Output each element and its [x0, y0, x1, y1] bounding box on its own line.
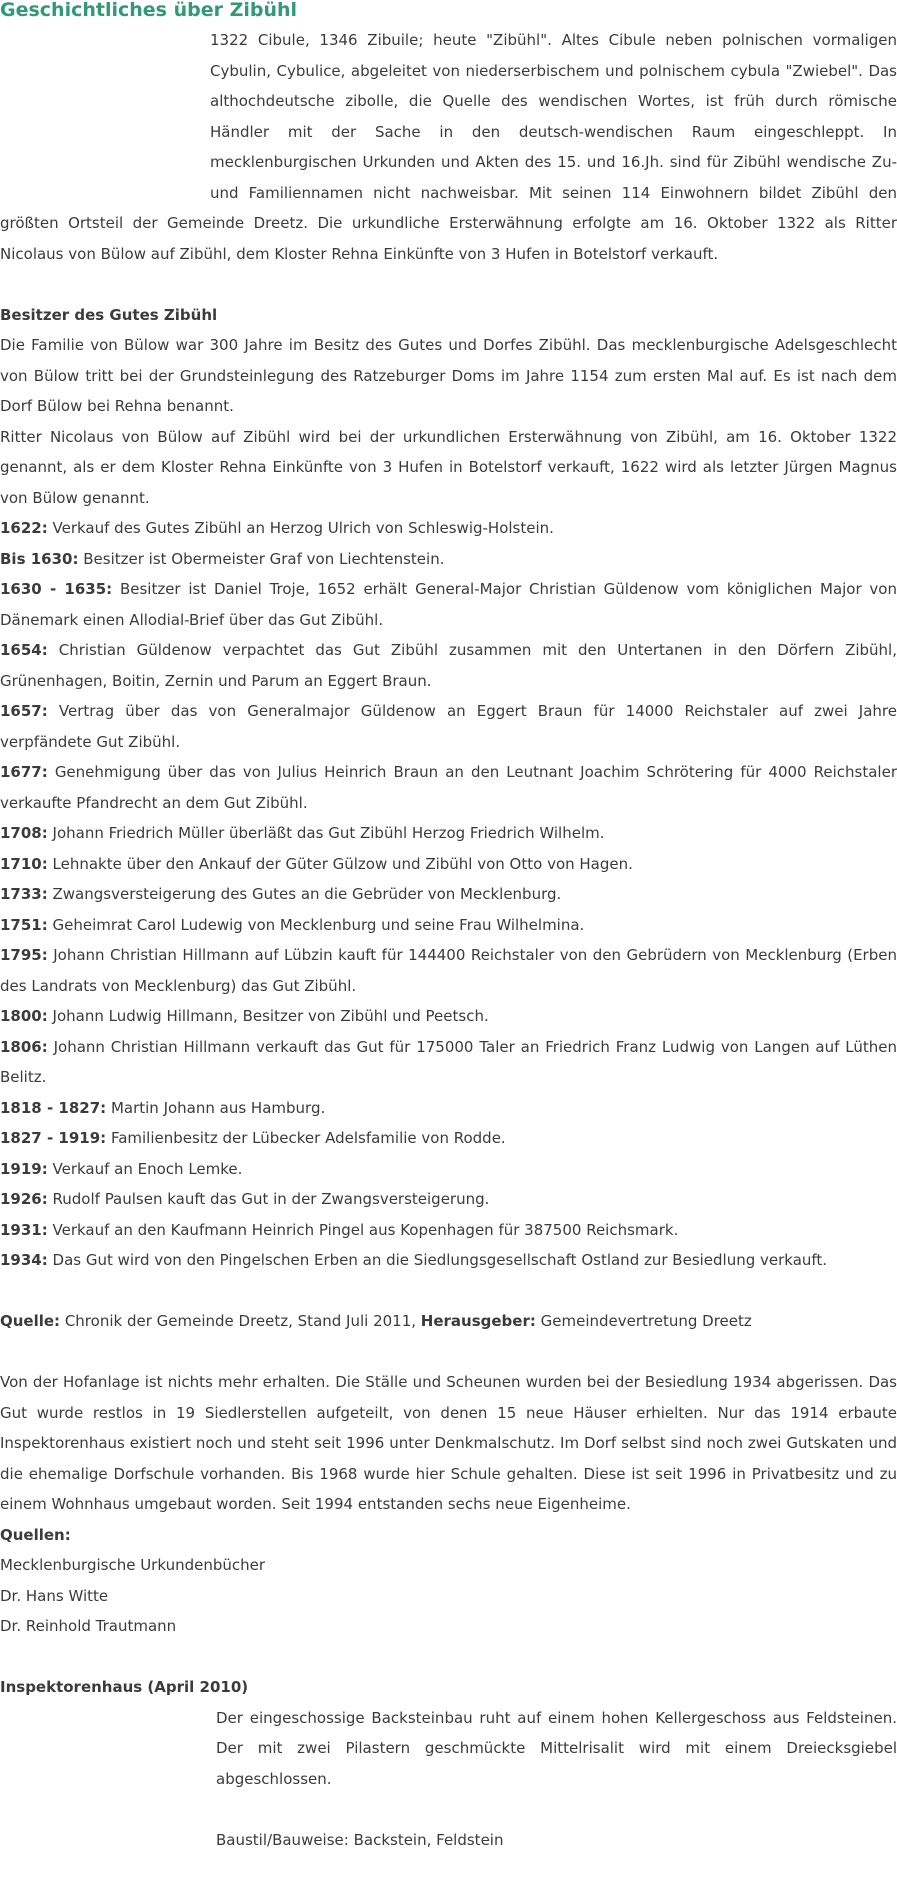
timeline-entry	[0, 910, 897, 941]
inspektorenhaus-block	[0, 1703, 897, 1886]
timeline-entry	[0, 1215, 897, 1246]
inspektorenhaus-image-placeholder	[0, 1703, 216, 1886]
timeline-entry	[0, 1184, 897, 1215]
publisher-label: Herausgeber:	[420, 1312, 536, 1330]
timeline-entry	[0, 544, 897, 575]
source-text: Chronik der Gemeinde Dreetz, Stand Juli 2011,	[60, 1312, 421, 1330]
timeline-text: Lehnakte über den Ankauf der Güter Gülzow und Zibühl von Otto von Hagen.	[47, 854, 633, 873]
timeline-text: Verkauf an den Kaufmann Heinrich Pingel aus Kopenhagen für 387500 Reichsmark.	[47, 1220, 679, 1239]
timeline-entry	[0, 1245, 897, 1276]
timeline-entry	[0, 940, 897, 1001]
timeline-year: 1677:	[0, 763, 48, 781]
timeline-entry	[0, 879, 897, 910]
timeline-year: 1622:	[0, 519, 48, 537]
timeline-entry	[0, 757, 897, 818]
spacer	[0, 269, 897, 300]
timeline-year: 1818 - 1827:	[0, 1098, 107, 1117]
source-item: Dr. Reinhold Trautmann	[0, 1617, 177, 1635]
inspektorenhaus-heading: Inspektorenhaus (April 2010)	[0, 1678, 249, 1696]
timeline-text: Das Gut wird von den Pingelschen Erben an die Siedlungsgesellschaft Ostland zur Besiedlung verkauft.	[47, 1251, 828, 1269]
intro-block	[0, 25, 897, 269]
sources-heading: Quellen:	[0, 1525, 71, 1544]
timeline-text: Christian Güldenow verpachtet das Gut Zibühl zusammen mit den Untertanen in den Dörfern Zibühl, Grünenhagen, Boitin, Zernin und Parum an Eggert Braun.	[0, 641, 897, 690]
intro-image-placeholder	[0, 25, 210, 208]
hofanlage-paragraph: Von der Hofanlage ist nichts mehr erhalten. Die Ställe und Scheunen wurden bei der Besiedlung 1934 abgerissen. Das Gut wurde restlos in 19 Siedlerstellen aufgeteilt, von denen 15 neue Häuser erhielten. Nur das 1914 erbaute Inspektorenhaus existiert noch und steht seit 1996 unter Denkmalschutz. Im Dorf selbst sind noch zwei Gutskaten und die ehemalige Dorfschule vorhanden. Bis 1968 wurde hier Schule gehalten. Diese ist seit 1996 in Privatbesitz und zu einem Wohnhaus umgebaut worden. Seit 1994 entstanden sechs neue Eigenheime.	[0, 1373, 897, 1513]
timeline-year: 1919:	[0, 1159, 48, 1178]
timeline-text: Vertrag über das von Generalmajor Güldenow an Eggert Braun für 14000 Reichstaler auf zwei Jahre verpfändete Gut Zibühl.	[0, 702, 897, 751]
timeline-text: Besitzer ist Daniel Troje, 1652 erhält General-Major Christian Güldenow vom königlichen Major von Dänemark einen Allodial-Brief über das Gut Zibühl.	[0, 580, 897, 629]
timeline-year: 1654:	[0, 641, 48, 659]
timeline-entry	[0, 574, 897, 635]
timeline-text: Familienbesitz der Lübecker Adelsfamilie von Rodde.	[106, 1129, 506, 1147]
source-line	[0, 1306, 897, 1337]
source-label: Quelle:	[0, 1312, 61, 1330]
spacer	[0, 1276, 897, 1307]
timeline-year: 1708:	[0, 824, 48, 842]
timeline-year: 1630 - 1635:	[0, 580, 113, 598]
owners-section	[0, 300, 897, 1276]
page-title: Geschichtliches über Zibühl	[0, 0, 298, 21]
timeline-text: Johann Christian Hillmann auf Lübzin kauft für 144400 Reichstaler von den Gebrüdern von Mecklenburg (Erben des Landrats von Mecklenburg) das Gut Zibühl.	[0, 946, 897, 995]
timeline-entry	[0, 635, 897, 696]
timeline-text: Geheimrat Carol Ludewig von Mecklenburg und seine Frau Wilhelmina.	[47, 915, 585, 934]
intro-paragraph: 1322 Cibule, 1346 Zibuile; heute "Zibühl". Altes Cibule neben polnischen vormaligen Cybulin, Cybulice, abgeleitet von niederserbischem und polnischem cybula "Zwiebel". Das althochdeutsche zibolle, die Quelle des wendischen Wortes, ist früh durch römische Händler mit der Sache in den deutsch-wendischen Raum eingeschleppt. In mecklenburgischen Urkunden und Akten des 15. und 16.Jh. sind für Zibühl wendische Zu- und Familiennamen nicht nachweisbar. Mit seinen 114 Einwohnern bildet Zibühl den größten Ortsteil der Gemeinde Dreetz. Die urkundliche Ersterwähnung erfolgte am 16. Oktober 1322 als Ritter Nicolaus von Bülow auf Zibühl, dem Kloster Rehna Einkünfte von 3 Hufen in Botelstorf verkauft.	[0, 31, 897, 263]
inspektorenhaus-description: Der eingeschossige Backsteinbau ruht auf einem hohen Kellergeschoss aus Feldsteinen. Der mit zwei Pilastern geschmückte Mittelrisalit wird mit einem Dreiecksgiebel abgeschlossen.	[216, 1708, 897, 1788]
timeline-year: 1657:	[0, 702, 48, 720]
timeline-entry	[0, 849, 897, 880]
timeline-text: Genehmigung über das von Julius Heinrich Braun an den Leutnant Joachim Schrötering für 4000 Reichstaler verkaufte Pfandrecht an dem Gut Zibühl.	[0, 763, 897, 812]
timeline-text: Verkauf des Gutes Zibühl an Herzog Ulrich von Schleswig-Holstein.	[47, 519, 554, 537]
owners-timeline	[0, 513, 897, 1276]
timeline-entry	[0, 1001, 897, 1032]
timeline-year: 1795:	[0, 946, 48, 964]
publisher-text: Gemeindevertretung Dreetz	[535, 1312, 752, 1330]
timeline-text: Martin Johann aus Hamburg.	[106, 1098, 326, 1117]
timeline-entry	[0, 818, 897, 849]
timeline-year: 1800:	[0, 1007, 48, 1025]
owners-paragraph-1: Die Familie von Bülow war 300 Jahre im Besitz des Gutes und Dorfes Zibühl. Das mecklenburgische Adelsgeschlecht von Bülow tritt bei der Grundsteinlegung des Ratzeburger Doms im Jahre 1154 zum ersten Mal auf. Es ist nach dem Dorf Bülow bei Rehna benannt.	[0, 336, 897, 415]
timeline-entry	[0, 1093, 897, 1124]
timeline-text: Johann Friedrich Müller überläßt das Gut Zibühl Herzog Friedrich Wilhelm.	[47, 824, 605, 842]
timeline-year: Bis 1630:	[0, 549, 79, 568]
timeline-year: 1926:	[0, 1190, 48, 1208]
source-item: Mecklenburgische Urkundenbücher	[0, 1556, 266, 1574]
timeline-year: 1931:	[0, 1220, 48, 1239]
owners-paragraph-2: Ritter Nicolaus von Bülow auf Zibühl wird bei der urkundlichen Ersterwähnung von Zibühl, am 16. Oktober 1322 genannt, als er dem Kloster Rehna Einkünfte von 3 Hufen in Botelstorf verkauft, 1622 wird als letzter Jürgen Magnus von Bülow genannt.	[0, 427, 897, 507]
timeline-entry	[0, 696, 897, 757]
source-item: Dr. Hans Witte	[0, 1586, 109, 1605]
timeline-text: Johann Ludwig Hillmann, Besitzer von Zibühl und Peetsch.	[47, 1007, 489, 1025]
timeline-text: Verkauf an Enoch Lemke.	[47, 1159, 243, 1178]
timeline-text: Johann Christian Hillmann verkauft das Gut für 175000 Taler an Friedrich Franz Ludwig von Langen auf Lüthen Belitz.	[0, 1037, 897, 1086]
timeline-year: 1806:	[0, 1037, 48, 1056]
timeline-year: 1733:	[0, 885, 48, 903]
timeline-entry	[0, 1032, 897, 1093]
timeline-text: Rudolf Paulsen kauft das Gut in der Zwangsversteigerung.	[47, 1190, 490, 1208]
timeline-entry	[0, 1123, 897, 1154]
spacer	[0, 1337, 897, 1368]
timeline-text: Besitzer ist Obermeister Graf von Liechtenstein.	[78, 549, 445, 568]
timeline-year: 1751:	[0, 915, 48, 934]
timeline-entry	[0, 513, 897, 544]
owners-heading: Besitzer des Gutes Zibühl	[0, 305, 218, 324]
timeline-year: 1710:	[0, 854, 48, 873]
timeline-year: 1934:	[0, 1251, 48, 1269]
timeline-entry	[0, 1154, 897, 1185]
timeline-text: Zwangsversteigerung des Gutes an die Gebrüder von Mecklenburg.	[47, 885, 562, 903]
timeline-year: 1827 - 1919:	[0, 1129, 107, 1147]
sources-list	[0, 1550, 897, 1642]
inspektorenhaus-style: Baustil/Bauweise: Backstein, Feldstein	[216, 1830, 504, 1849]
spacer	[0, 1642, 897, 1673]
